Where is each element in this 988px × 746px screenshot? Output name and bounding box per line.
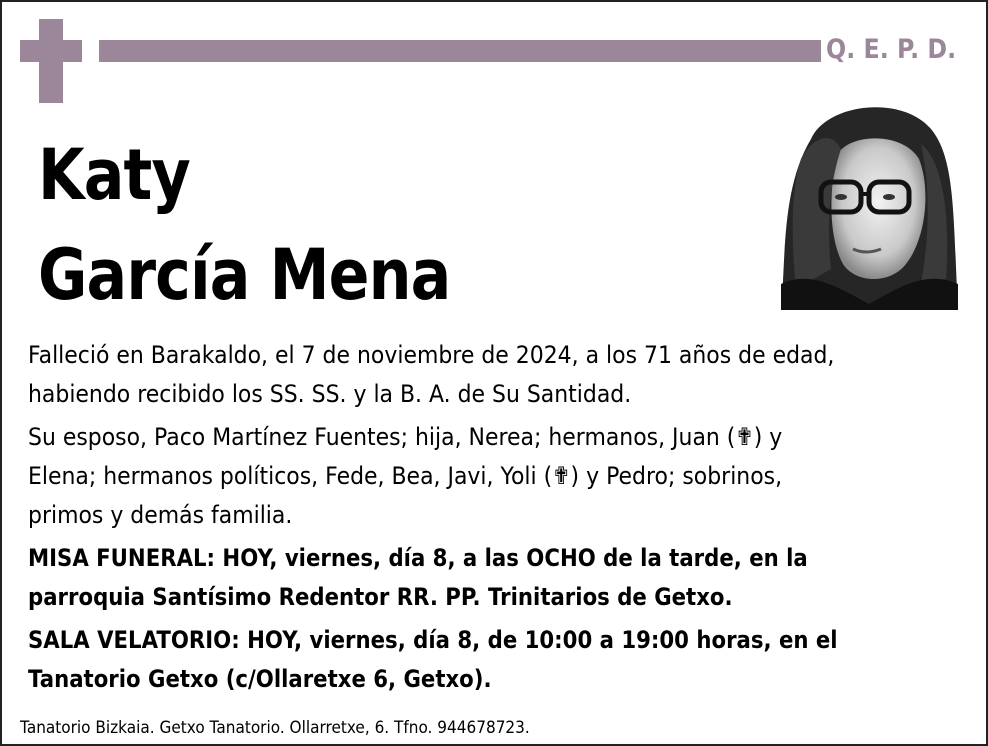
footer-funeral-home: Tanatorio Bizkaia. Getxo Tanatorio. Ollarretxe, 6. Tfno. 944678723. <box>20 718 530 738</box>
wake-line: Tanatorio Getxo (c/Ollaretxe 6, Getxo). <box>28 665 492 693</box>
funeral-paragraph <box>28 539 878 617</box>
funeral-line: MISA FUNERAL: HOY, viernes, día 8, a las OCHO de la tarde, en la <box>28 544 808 572</box>
notice-body <box>28 336 988 703</box>
header-rule <box>99 40 821 62</box>
funeral-line: parroquia Santísimo Redentor RR. PP. Trinitarios de Getxo. <box>28 583 733 611</box>
wake-line: SALA VELATORIO: HOY, viernes, día 8, de 10:00 a 19:00 horas, en el <box>28 626 838 654</box>
family-paragraph <box>28 418 906 535</box>
death-paragraph <box>28 336 906 414</box>
qepd-label: Q. E. P. D. <box>826 34 957 65</box>
deceased-first-name: Katy <box>38 134 190 216</box>
deceased-surname: García Mena <box>38 234 451 316</box>
death-line: Falleció en Barakaldo, el 7 de noviembre de 2024, a los 71 años de edad, <box>28 341 835 369</box>
cross-icon-horizontal <box>20 40 82 62</box>
wake-paragraph <box>28 621 878 699</box>
portrait-image <box>781 99 958 310</box>
deceased-photo <box>781 99 958 310</box>
death-line: habiendo recibido los SS. SS. y la B. A. de Su Santidad. <box>28 380 632 408</box>
family-line: Su esposo, Paco Martínez Fuentes; hija, Nerea; hermanos, Juan (✟) y <box>28 423 783 451</box>
family-line: Elena; hermanos políticos, Fede, Bea, Javi, Yoli (✟) y Pedro; sobrinos, <box>28 462 783 490</box>
family-line: primos y demás familia. <box>28 501 293 529</box>
